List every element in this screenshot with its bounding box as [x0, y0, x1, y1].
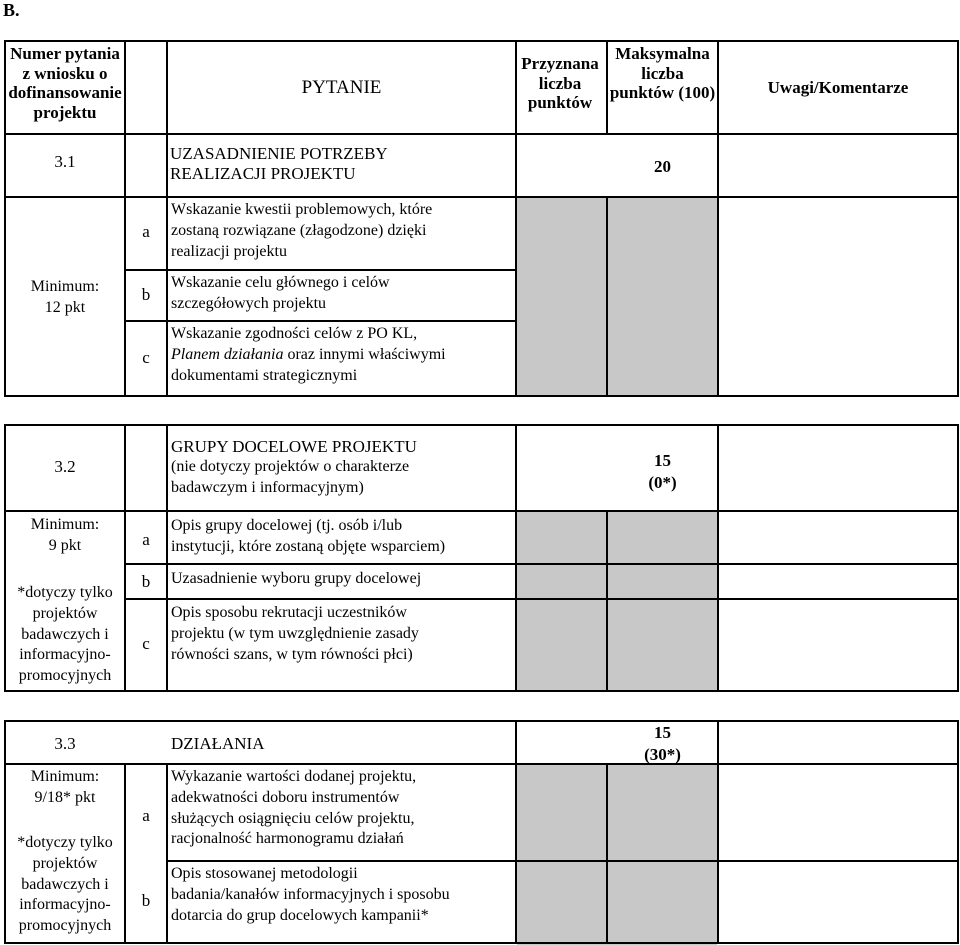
minimum-points: Minimum: 9/18* pkt: [30, 768, 100, 806]
header-question: PYTANIE: [301, 77, 382, 98]
section-title: DZIAŁANIA: [171, 734, 265, 753]
max-points: 15 (0*): [648, 451, 677, 493]
item-text-c: Opis sposobu rekrutacji uczestników projektu (w tym uwzględnienie zasady równości szans, w tym równości płci): [171, 604, 419, 663]
question-number: 3.1: [54, 152, 76, 171]
max-points: 20: [654, 157, 671, 176]
question-number: 3.3: [54, 734, 76, 753]
minimum-points: Minimum: 12 pkt: [30, 278, 100, 316]
max-points: 15 (30*): [644, 723, 681, 765]
item-text-b: Wskazanie celu głównego i celów szczegółowych projektu: [171, 274, 390, 312]
item-text-a: Opis grupy docelowej (tj. osób i/lub instytucji, które zostaną objęte wsparciem): [171, 517, 446, 555]
item-text-a: Wykazanie wartości dodanej projektu, adekwatności doboru instrumentów służących osiągnięciu celów projektu, racjonalność harmonogramu działań: [171, 768, 417, 848]
applicability-note: *dotyczy tylko projektów badawczych i informacyjno- promocyjnych: [17, 584, 113, 685]
item-text-c: Wskazanie zgodności celów z PO KL, Planem działania oraz innymi właściwymi dokumentami strategicznymi: [171, 325, 446, 384]
item-text-b: Opis stosowanej metodologii badania/kanałów informacyjnych i sposobu dotarcia do grup docelowych kampanii*: [171, 865, 450, 924]
applicability-note: *dotyczy tylko projektów badawczych i informacyjno- promocyjnych: [17, 834, 113, 935]
item-text-b: Uzasadnienie wyboru grupy docelowej: [171, 570, 422, 587]
shaded-cell: [517, 198, 717, 395]
header-awarded: Przyznana liczba punktów: [521, 54, 599, 113]
question-number: 3.2: [54, 457, 76, 476]
item-letter: b: [141, 891, 151, 910]
item-letter: c: [142, 348, 150, 367]
item-letter: a: [142, 806, 150, 825]
item-letter: b: [141, 285, 151, 304]
section-letter: B.: [3, 0, 20, 20]
shaded-cell: [517, 765, 717, 945]
header-max: Maksymalna liczba punktów (100): [609, 44, 716, 103]
item-letter: a: [142, 222, 150, 241]
item-letter: b: [141, 572, 151, 591]
item-letter: a: [142, 530, 150, 549]
header-number: Numer pytania z wniosku o dofinansowanie projektu: [8, 44, 122, 122]
item-text-a: Wskazanie kwestii problemowych, które zostaną rozwiązane (złagodzone) dzięki realizacji projektu: [171, 201, 433, 260]
header-comments: Uwagi/Komentarze: [767, 78, 909, 97]
item-letter: c: [142, 634, 150, 653]
section-title: GRUPY DOCELOWE PROJEKTU (nie dotyczy projektów o charakterze badawczym i informacyjnym): [171, 437, 417, 497]
shaded-cell: [517, 512, 717, 690]
section-title: UZASADNIENIE POTRZEBY REALIZACJI PROJEKTU: [170, 144, 388, 184]
minimum-points: Minimum: 9 pkt: [30, 516, 100, 554]
